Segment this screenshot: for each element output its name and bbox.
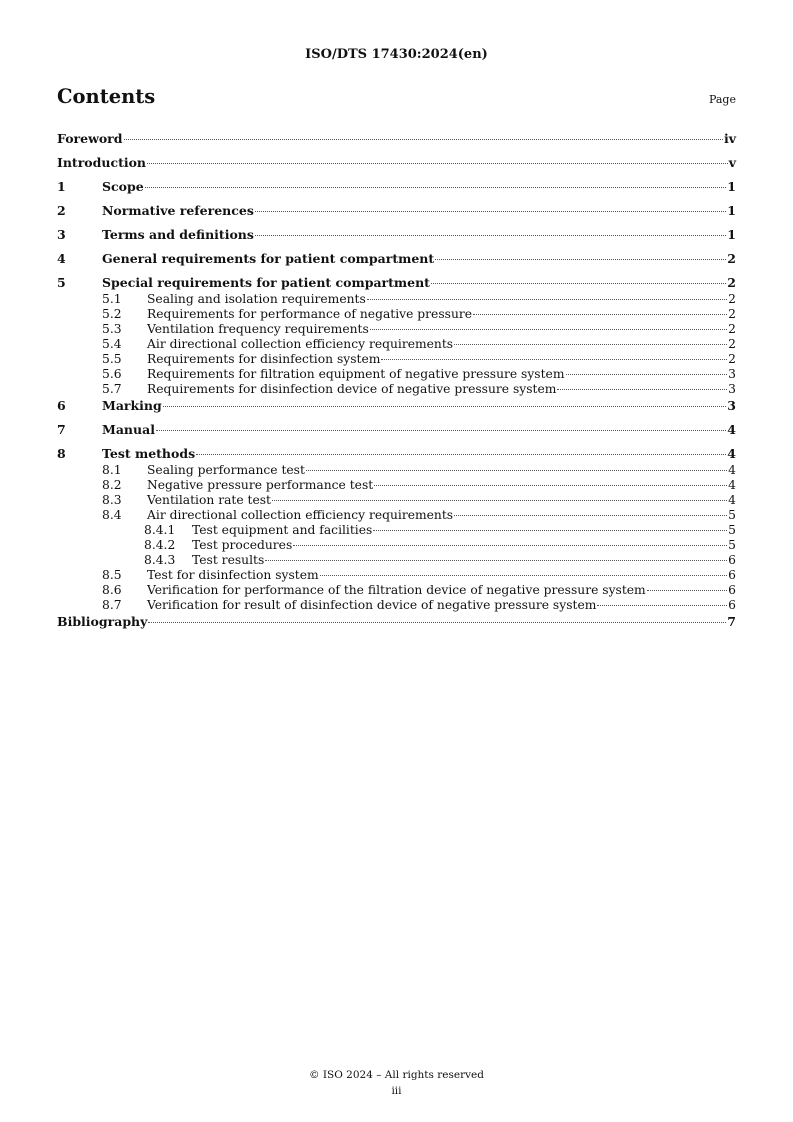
toc-entry[interactable] [57,478,736,493]
toc-entry[interactable] [57,178,736,202]
toc-entry-page[interactable]: 4 [728,463,736,477]
toc-entry[interactable] [57,463,736,478]
toc-entry-title[interactable]: Sealing performance test [147,463,305,477]
toc-entry-title[interactable]: Bibliography [57,614,148,629]
dot-leader [557,389,727,390]
toc-entry-title[interactable]: Air directional collection efficiency requirements [147,337,454,351]
dot-leader [435,259,726,260]
toc-entry-title[interactable]: Special requirements for patient compartment [102,275,430,290]
toc-entry-title[interactable]: Requirements for filtration equipment of negative pressure system [147,367,565,381]
toc-entry-number: 5.1 [102,292,122,306]
dot-leader [196,454,726,455]
toc-entry-page[interactable]: 2 [728,292,736,306]
toc-entry-page[interactable]: 5 [728,523,736,537]
toc-entry-page[interactable]: 2 [728,322,736,336]
toc-entry-title[interactable]: Requirements for disinfection device of negative pressure system [147,382,557,396]
toc-entry-number: 6 [57,398,66,413]
toc-entry-page[interactable]: iv [723,131,736,146]
dot-leader [255,235,726,236]
toc-entry-number: 8.3 [102,493,122,507]
dot-leader [597,605,727,606]
toc-entry-title[interactable]: Sealing and isolation requirements [147,292,366,306]
toc-entry-title[interactable]: Test for disinfection system [147,568,319,582]
dot-leader [454,344,727,345]
dot-leader [320,575,728,576]
toc-entry-title[interactable]: Verification for performance of the filtration device of negative pressure system [147,583,646,597]
toc-entry-page[interactable]: 4 [728,478,736,492]
dot-leader [370,329,727,330]
dot-leader [255,211,726,212]
dot-leader [265,560,727,561]
toc-entry[interactable] [57,130,736,154]
toc-entry[interactable] [57,568,736,583]
page-footer [0,1067,793,1099]
dot-leader [124,139,723,140]
toc-entry-number: 1 [57,179,66,194]
toc-entry-title[interactable]: Ventilation frequency requirements [147,322,369,336]
toc-entry-page[interactable]: 6 [728,568,736,582]
toc-entry-page[interactable]: 3 [727,398,736,413]
toc-entry-title[interactable]: Requirements for performance of negative pressure [147,307,473,321]
toc-entry-number: 5.2 [102,307,122,321]
toc-entry-title[interactable]: Introduction [57,155,147,170]
dot-leader [293,545,727,546]
toc-entry[interactable] [57,274,736,292]
toc-entry-title[interactable]: Scope [102,179,144,194]
copyright-notice: © ISO 2024 – All rights reserved [309,1069,484,1081]
toc-entry[interactable] [57,553,736,568]
toc-entry-number: 8.4.2 [144,538,176,552]
toc-entry-page[interactable]: 5 [728,508,736,522]
toc-entry-number: 5.6 [102,367,122,381]
dot-leader [373,530,727,531]
dot-leader [431,283,726,284]
toc-entry-number: 8.4.1 [144,523,176,537]
toc-entry-title[interactable]: Test results [192,553,265,567]
toc-entry[interactable] [57,226,736,250]
toc-entry-number: 8.6 [102,583,122,597]
dot-leader [306,470,727,471]
dot-leader [381,359,727,360]
toc-entry[interactable] [57,538,736,553]
toc-entry[interactable] [57,352,736,367]
toc-entry-title[interactable]: Manual [102,422,155,437]
toc-entry-page[interactable]: 1 [727,227,736,242]
toc-entry[interactable] [57,421,736,445]
toc-entry-page[interactable]: v [728,155,736,170]
toc-entry-title[interactable]: Negative pressure performance test [147,478,374,492]
toc-entry-title[interactable]: General requirements for patient compartment [102,251,435,266]
dot-leader [272,500,727,501]
toc-entry-page[interactable]: 2 [727,251,736,266]
toc-entry-number: 2 [57,203,66,218]
toc-entry[interactable] [57,445,736,463]
toc-entry[interactable] [57,292,736,307]
toc-entry-title[interactable]: Test equipment and facilities [192,523,373,537]
toc-entry[interactable] [57,613,736,637]
toc-entry-page[interactable]: 7 [727,614,736,629]
toc-entry[interactable] [57,397,736,421]
dot-leader [374,485,727,486]
dot-leader [367,299,727,300]
toc-entry[interactable] [57,154,736,178]
toc-entry[interactable] [57,367,736,382]
dot-leader [145,187,727,188]
toc-entry-page[interactable]: 3 [728,382,736,396]
toc-entry-number: 5.4 [102,337,122,351]
toc-entry-page[interactable]: 5 [728,538,736,552]
document-header: ISO/DTS 17430:2024(en) [305,47,488,62]
toc-entry-title[interactable]: Requirements for disinfection system [147,352,381,366]
toc-entry[interactable] [57,250,736,274]
dot-leader [163,406,727,407]
toc-entry-page[interactable]: 1 [727,203,736,218]
table-of-contents [57,130,736,637]
page-number: iii [391,1085,402,1097]
toc-entry[interactable] [57,322,736,337]
toc-entry-number: 5 [57,275,66,290]
toc-entry-number: 8.1 [102,463,122,477]
toc-entry-title[interactable]: Normative references [102,203,254,218]
toc-entry-page[interactable]: 6 [728,583,736,597]
toc-entry[interactable] [57,307,736,322]
dot-leader [156,430,726,431]
toc-entry-number: 4 [57,251,66,266]
dot-leader [647,590,727,591]
toc-entry-number: 8.7 [102,598,122,612]
page-column-label: Page [708,93,736,106]
toc-entry-title[interactable]: Foreword [57,131,123,146]
toc-entry[interactable] [57,202,736,226]
contents-title-row [57,85,736,113]
toc-entry-number: 3 [57,227,66,242]
dot-leader [454,515,727,516]
toc-entry-title[interactable]: Terms and definitions [102,227,254,242]
toc-entry-page[interactable]: 4 [727,422,736,437]
toc-entry[interactable] [57,508,736,523]
toc-entry-title[interactable]: Air directional collection efficiency requirements [147,508,454,522]
toc-entry-page[interactable]: 1 [727,179,736,194]
toc-entry-page[interactable]: 6 [728,598,736,612]
toc-entry-title[interactable]: Verification for result of disinfection device of negative pressure system [147,598,597,612]
dot-leader [148,622,726,623]
toc-entry-number: 8.5 [102,568,122,582]
toc-entry-number: 8 [57,446,66,461]
toc-entry-number: 5.3 [102,322,122,336]
toc-entry-number: 5.5 [102,352,122,366]
toc-entry-number: 8.4 [102,508,122,522]
dot-leader [147,163,728,164]
toc-entry-page[interactable]: 6 [728,553,736,567]
toc-entry[interactable] [57,598,736,613]
toc-entry[interactable] [57,382,736,397]
dot-leader [473,314,727,315]
toc-entry-number: 7 [57,422,66,437]
toc-entry-title[interactable]: Ventilation rate test [147,493,272,507]
toc-entry-page[interactable]: 2 [728,337,736,351]
toc-entry-page[interactable]: 4 [728,493,736,507]
toc-entry-page[interactable]: 2 [728,307,736,321]
toc-entry-page[interactable]: 2 [727,275,736,290]
toc-entry-title[interactable]: Test methods [102,446,196,461]
toc-entry-page[interactable]: 4 [727,446,736,461]
toc-entry[interactable] [57,493,736,508]
page-title: Contents [57,85,156,108]
toc-entry-title[interactable]: Test procedures [192,538,293,552]
dot-leader [566,374,728,375]
toc-entry-number: 8.2 [102,478,122,492]
toc-entry-title[interactable]: Marking [102,398,162,413]
toc-entry-number: 5.7 [102,382,122,396]
toc-entry[interactable] [57,523,736,538]
toc-entry-number: 8.4.3 [144,553,176,567]
toc-entry-page[interactable]: 2 [728,352,736,366]
toc-entry-page[interactable]: 3 [728,367,736,381]
toc-entry[interactable] [57,583,736,598]
toc-entry[interactable] [57,337,736,352]
